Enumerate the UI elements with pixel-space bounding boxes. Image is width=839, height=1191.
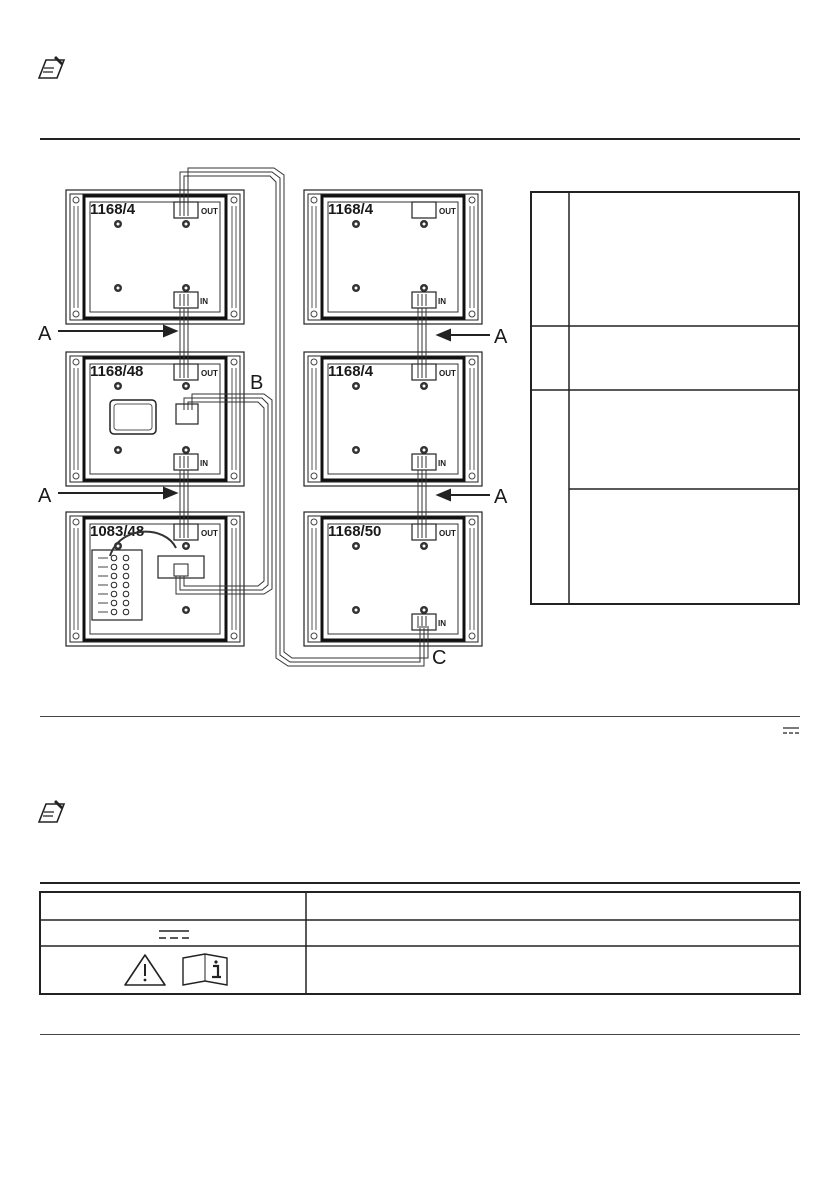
module-model-label: 1168/4	[90, 201, 136, 218]
divider	[40, 716, 800, 717]
module-m4	[304, 190, 482, 324]
callout-a-3: A	[494, 326, 508, 348]
note-icon	[36, 54, 68, 82]
out-port-label: OUT	[439, 529, 456, 538]
out-port-label: OUT	[439, 207, 456, 216]
callout-c: C	[432, 647, 447, 669]
callout-a-4: A	[494, 486, 508, 508]
in-port-label: IN	[438, 459, 446, 468]
out-port-label: OUT	[201, 529, 218, 538]
in-port-label: IN	[438, 297, 446, 306]
dc-symbol-icon	[782, 724, 800, 736]
callout-b: B	[250, 372, 264, 394]
out-port-label: OUT	[201, 207, 218, 216]
divider	[40, 1034, 800, 1035]
callout-a-1: A	[38, 323, 52, 345]
module-model-label: 1168/50	[328, 523, 382, 540]
module-m2	[66, 352, 244, 486]
module-m5	[304, 352, 482, 486]
specs-table	[0, 880, 839, 1000]
module-model-label: 1168/48	[90, 363, 144, 380]
wiring-diagram	[0, 140, 839, 710]
out-port-label: OUT	[439, 369, 456, 378]
warning-icon	[125, 955, 165, 985]
module-m6	[304, 512, 482, 646]
callout-a-2: A	[38, 485, 52, 507]
module-model-label: 1168/4	[328, 201, 374, 218]
note-icon	[36, 798, 68, 826]
module-model-label: 1083/48	[90, 523, 145, 540]
in-port-label: IN	[200, 459, 208, 468]
legend-table	[531, 192, 799, 604]
in-port-label: IN	[200, 297, 208, 306]
module-model-label: 1168/4	[328, 363, 374, 380]
in-port-label: IN	[438, 619, 446, 628]
out-port-label: OUT	[201, 369, 218, 378]
manual-info-icon	[183, 954, 227, 985]
module-m1	[66, 190, 244, 324]
dc-symbol-icon	[159, 931, 189, 938]
